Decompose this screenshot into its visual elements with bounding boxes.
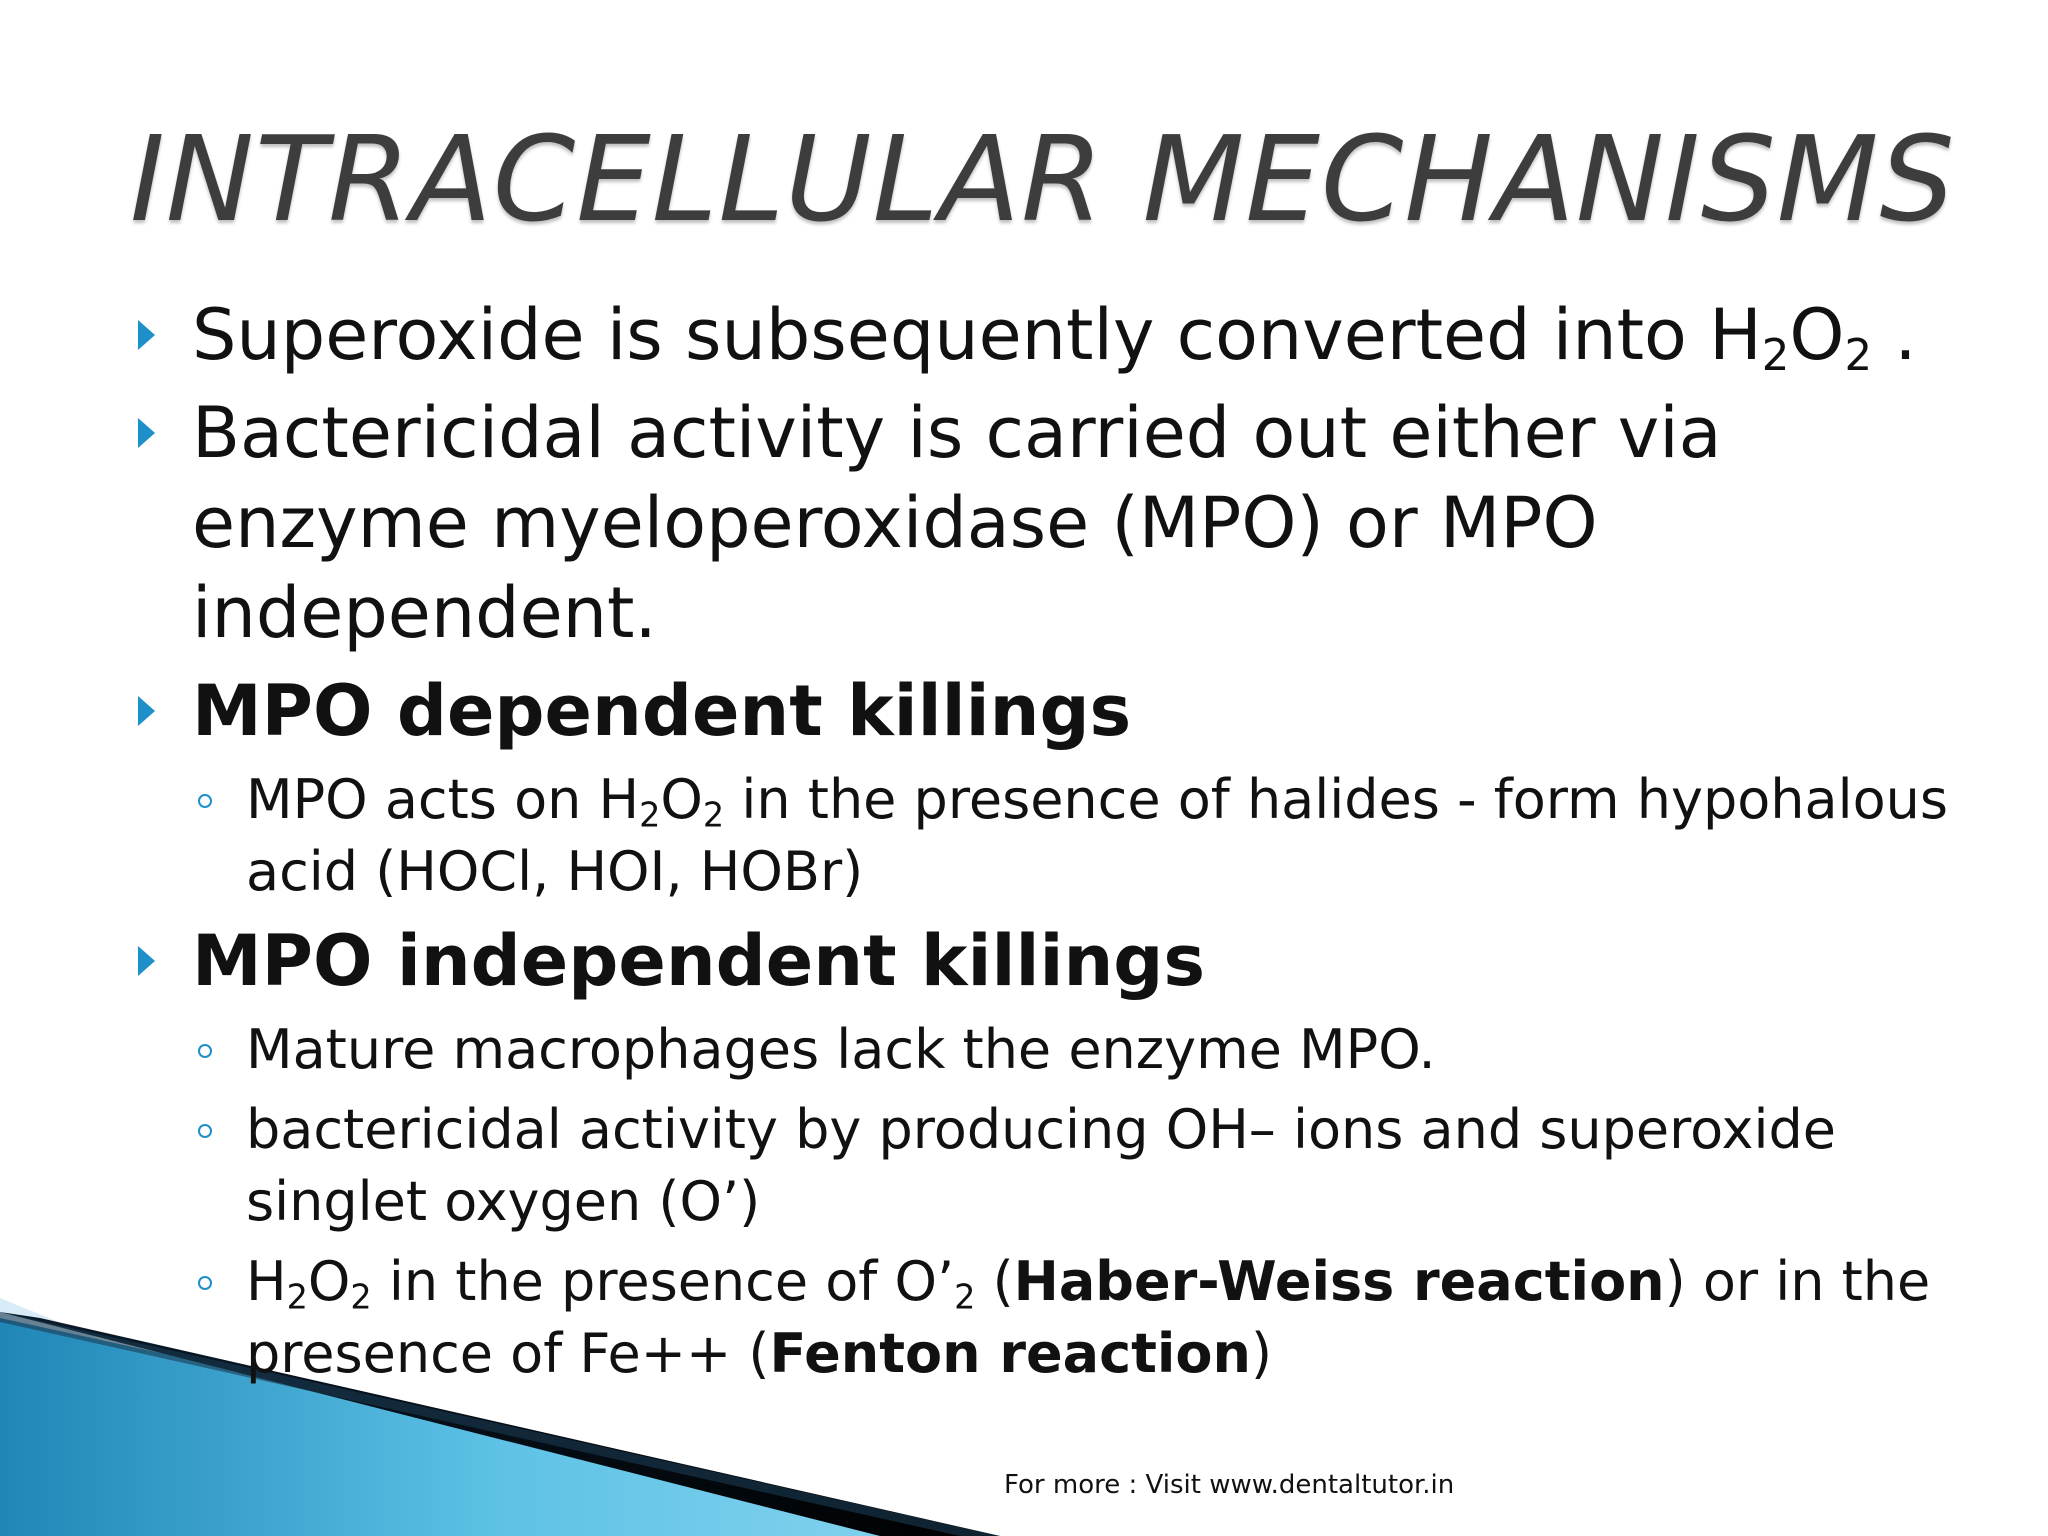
slide-content <box>138 290 1998 1398</box>
sub-bullet-circle-icon <box>198 1124 212 1138</box>
sub-bullet-reactions: $H_2O_2$ in the presence of $O’_2$ (Haber-Weiss reaction) or in the presence of Fe++ (Fenton reaction) <box>138 1246 1998 1390</box>
footer-website-note: For more : Visit www.dentaltutor.in <box>1004 1470 1455 1500</box>
sub-bullet-mpo-acts: MPO acts on $H_2O_2$ in the presence of halides - form hypohalous acid (HOCl, HOI, HOBr) <box>138 764 1998 908</box>
slide-title: INTRACELLULAR MECHANISMS <box>130 110 1956 248</box>
fenton-term: Fenton reaction <box>769 1322 1251 1385</box>
bullet-arrow-icon <box>138 320 155 350</box>
sub-bullet-circle-icon <box>198 1044 212 1058</box>
bullet-arrow-icon <box>138 418 155 448</box>
bullet-arrow-icon <box>138 696 155 726</box>
bullet-superoxide: Superoxide is subsequently converted into $H_2O_2$ . <box>138 290 1998 380</box>
sub-bullet-circle-icon <box>198 794 212 808</box>
haber-weiss-term: Haber-Weiss reaction <box>1013 1250 1665 1313</box>
sub-bullet-oh-ions: bactericidal activity by producing OH– ions and superoxide singlet oxygen (O’) <box>138 1094 1998 1238</box>
sub-bullet-mature-macrophages: Mature macrophages lack the enzyme MPO. <box>138 1014 1998 1086</box>
sub-bullet-circle-icon <box>198 1276 212 1290</box>
bullet-mpo-independent: MPO independent killings <box>138 916 1998 1006</box>
bullet-mpo-dependent: MPO dependent killings <box>138 666 1998 756</box>
bullet-bactericidal-activity: Bactericidal activity is carried out either via enzyme myeloperoxidase (MPO) or MPO independent. <box>138 388 1998 658</box>
bullet-arrow-icon <box>138 946 155 976</box>
